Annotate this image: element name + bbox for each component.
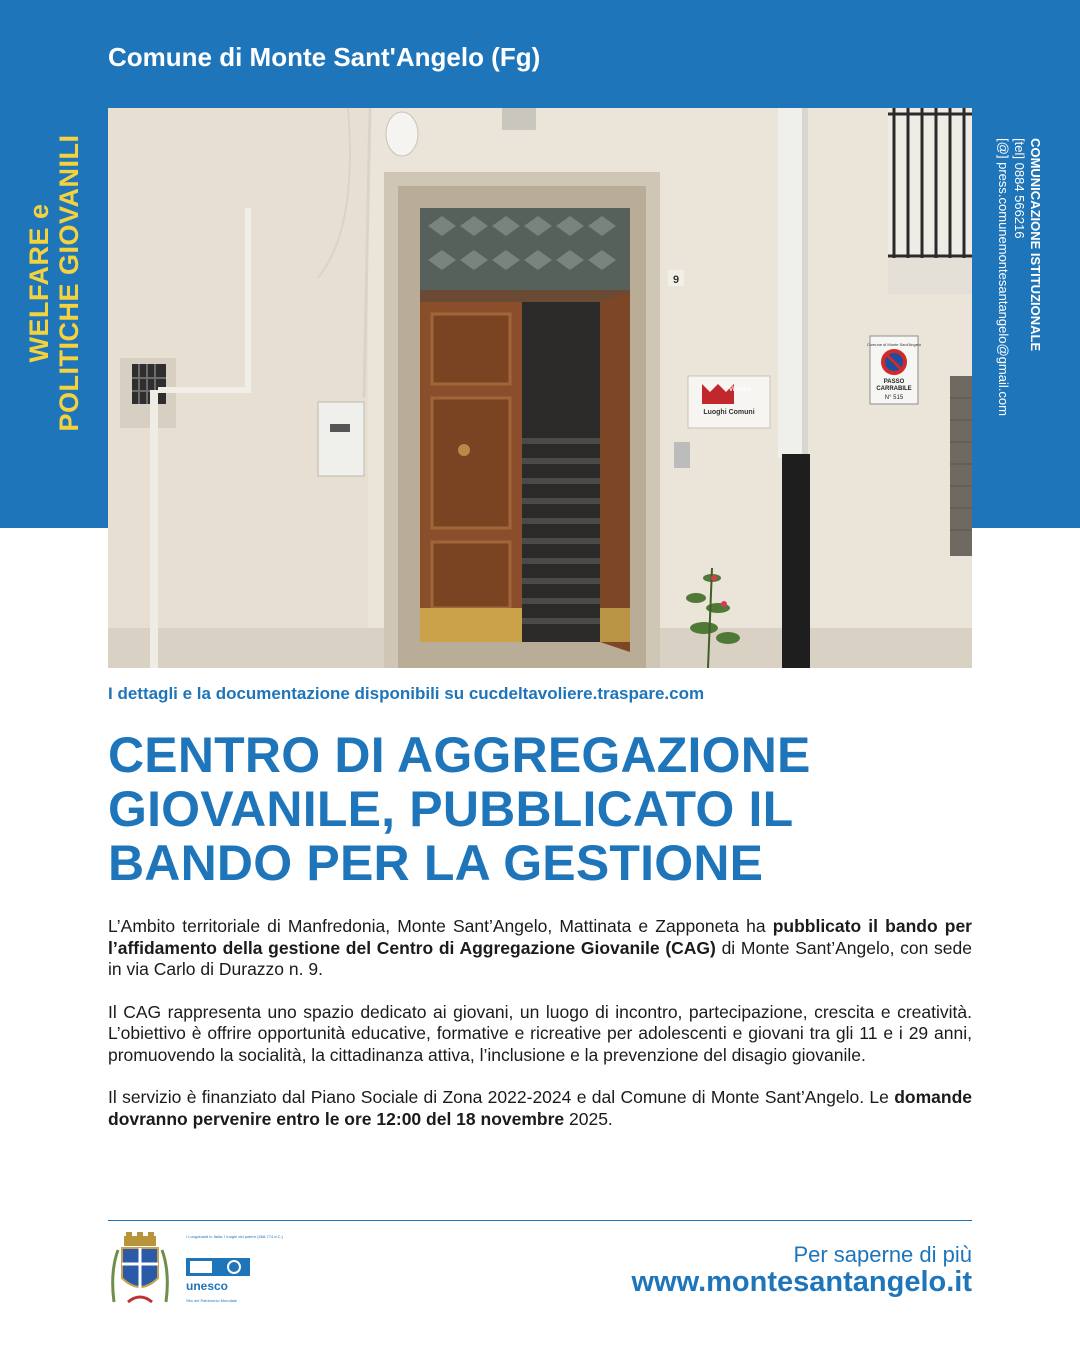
headline-line2: GIOVANILE, PUBBLICATO IL [108, 781, 794, 837]
section-label-line2: POLITICHE GIOVANILI [54, 134, 84, 432]
paragraph-1 [108, 916, 972, 981]
headline-line3: BANDO PER LA GESTIONE [108, 835, 764, 891]
sign-number: N° 515 [884, 395, 904, 401]
unesco-label: unesco [186, 1279, 229, 1293]
contact-info [995, 138, 1043, 416]
contact-phone: [tel] 0884 566216 [1012, 138, 1027, 239]
unesco-caption: I Longobardi in Italia. I luoghi del potere (568-774 d.C.) [186, 1234, 283, 1239]
sign-top-text: Comune di Monte Sant'Angelo [866, 342, 922, 347]
sign-line1: PASSO [883, 379, 905, 385]
paragraph-1-text-a: L’Ambito territoriale di Manfredonia, Monte Sant’Angelo, Mattinata e Zapponeta ha [108, 916, 773, 936]
footer-logos [108, 1232, 283, 1312]
house-number: 9 [672, 274, 680, 286]
coat-of-arms-icon [113, 1232, 168, 1302]
section-label-line1: WELFARE e [24, 203, 54, 363]
building-entrance-photo [108, 108, 972, 668]
contact-heading: COMUNICAZIONE ISTITUZIONALE [1028, 138, 1043, 352]
paragraph-1-bold: pubblicato il bando per l’affidamento della gestione del Centro di Aggregazione Giovanile (CAG) [108, 916, 972, 958]
paragraph-2: Il CAG rappresenta uno spazio dedicato ai giovani, un luogo di incontro, partecipazione, crescita e creatività. L’obiettivo è offrire opportunità educative, formative e ricreative per adolescenti e giovani tra gli 11 e i 29 anni, promuovendo la socialità, la cittadinanza attiva, l’inclusione e la prevenzione del disagio giovanile. [108, 1001, 972, 1065]
paragraph-3 [108, 1087, 972, 1130]
headline-line1: CENTRO DI AGGREGAZIONE [108, 727, 811, 783]
paragraph-3-text-a: Il servizio è finanziato dal Piano Sociale di Zona 2022-2024 e dal Comune di Monte Sant’Angelo. Le [108, 1087, 895, 1107]
more-info-label: Per saperne di più [793, 1242, 972, 1267]
section-label [24, 134, 84, 431]
article-body [108, 916, 972, 1151]
paragraph-3-text-b: 2025. [564, 1108, 613, 1129]
sign-line2: CARRABILE [876, 386, 912, 392]
paragraph-3-bold: domande dovranno pervenire entro le ore 12:00 del 18 novembre [108, 1087, 972, 1129]
contact-email: [@] press.comunemontesantangelo@gmail.com [996, 138, 1011, 416]
paragraph-1-text-b: di Monte Sant’Angelo, con sede in via Carlo di Durazzo n. 9. [108, 937, 972, 979]
plaque-text: Luoghi Comuni [703, 409, 755, 416]
footer-divider [108, 1220, 972, 1221]
plaque-title: Visitare [729, 387, 751, 393]
details-line: I dettagli e la documentazione disponibili su cucdeltavoliere.traspare.com [108, 684, 705, 703]
headline [108, 728, 988, 890]
website-link[interactable]: www.montesantangelo.it [631, 1266, 972, 1298]
unesco-sub: Sito del Patrimonio Mondiale [186, 1298, 237, 1303]
municipality-title: Comune di Monte Sant'Angelo (Fg) [108, 42, 541, 72]
